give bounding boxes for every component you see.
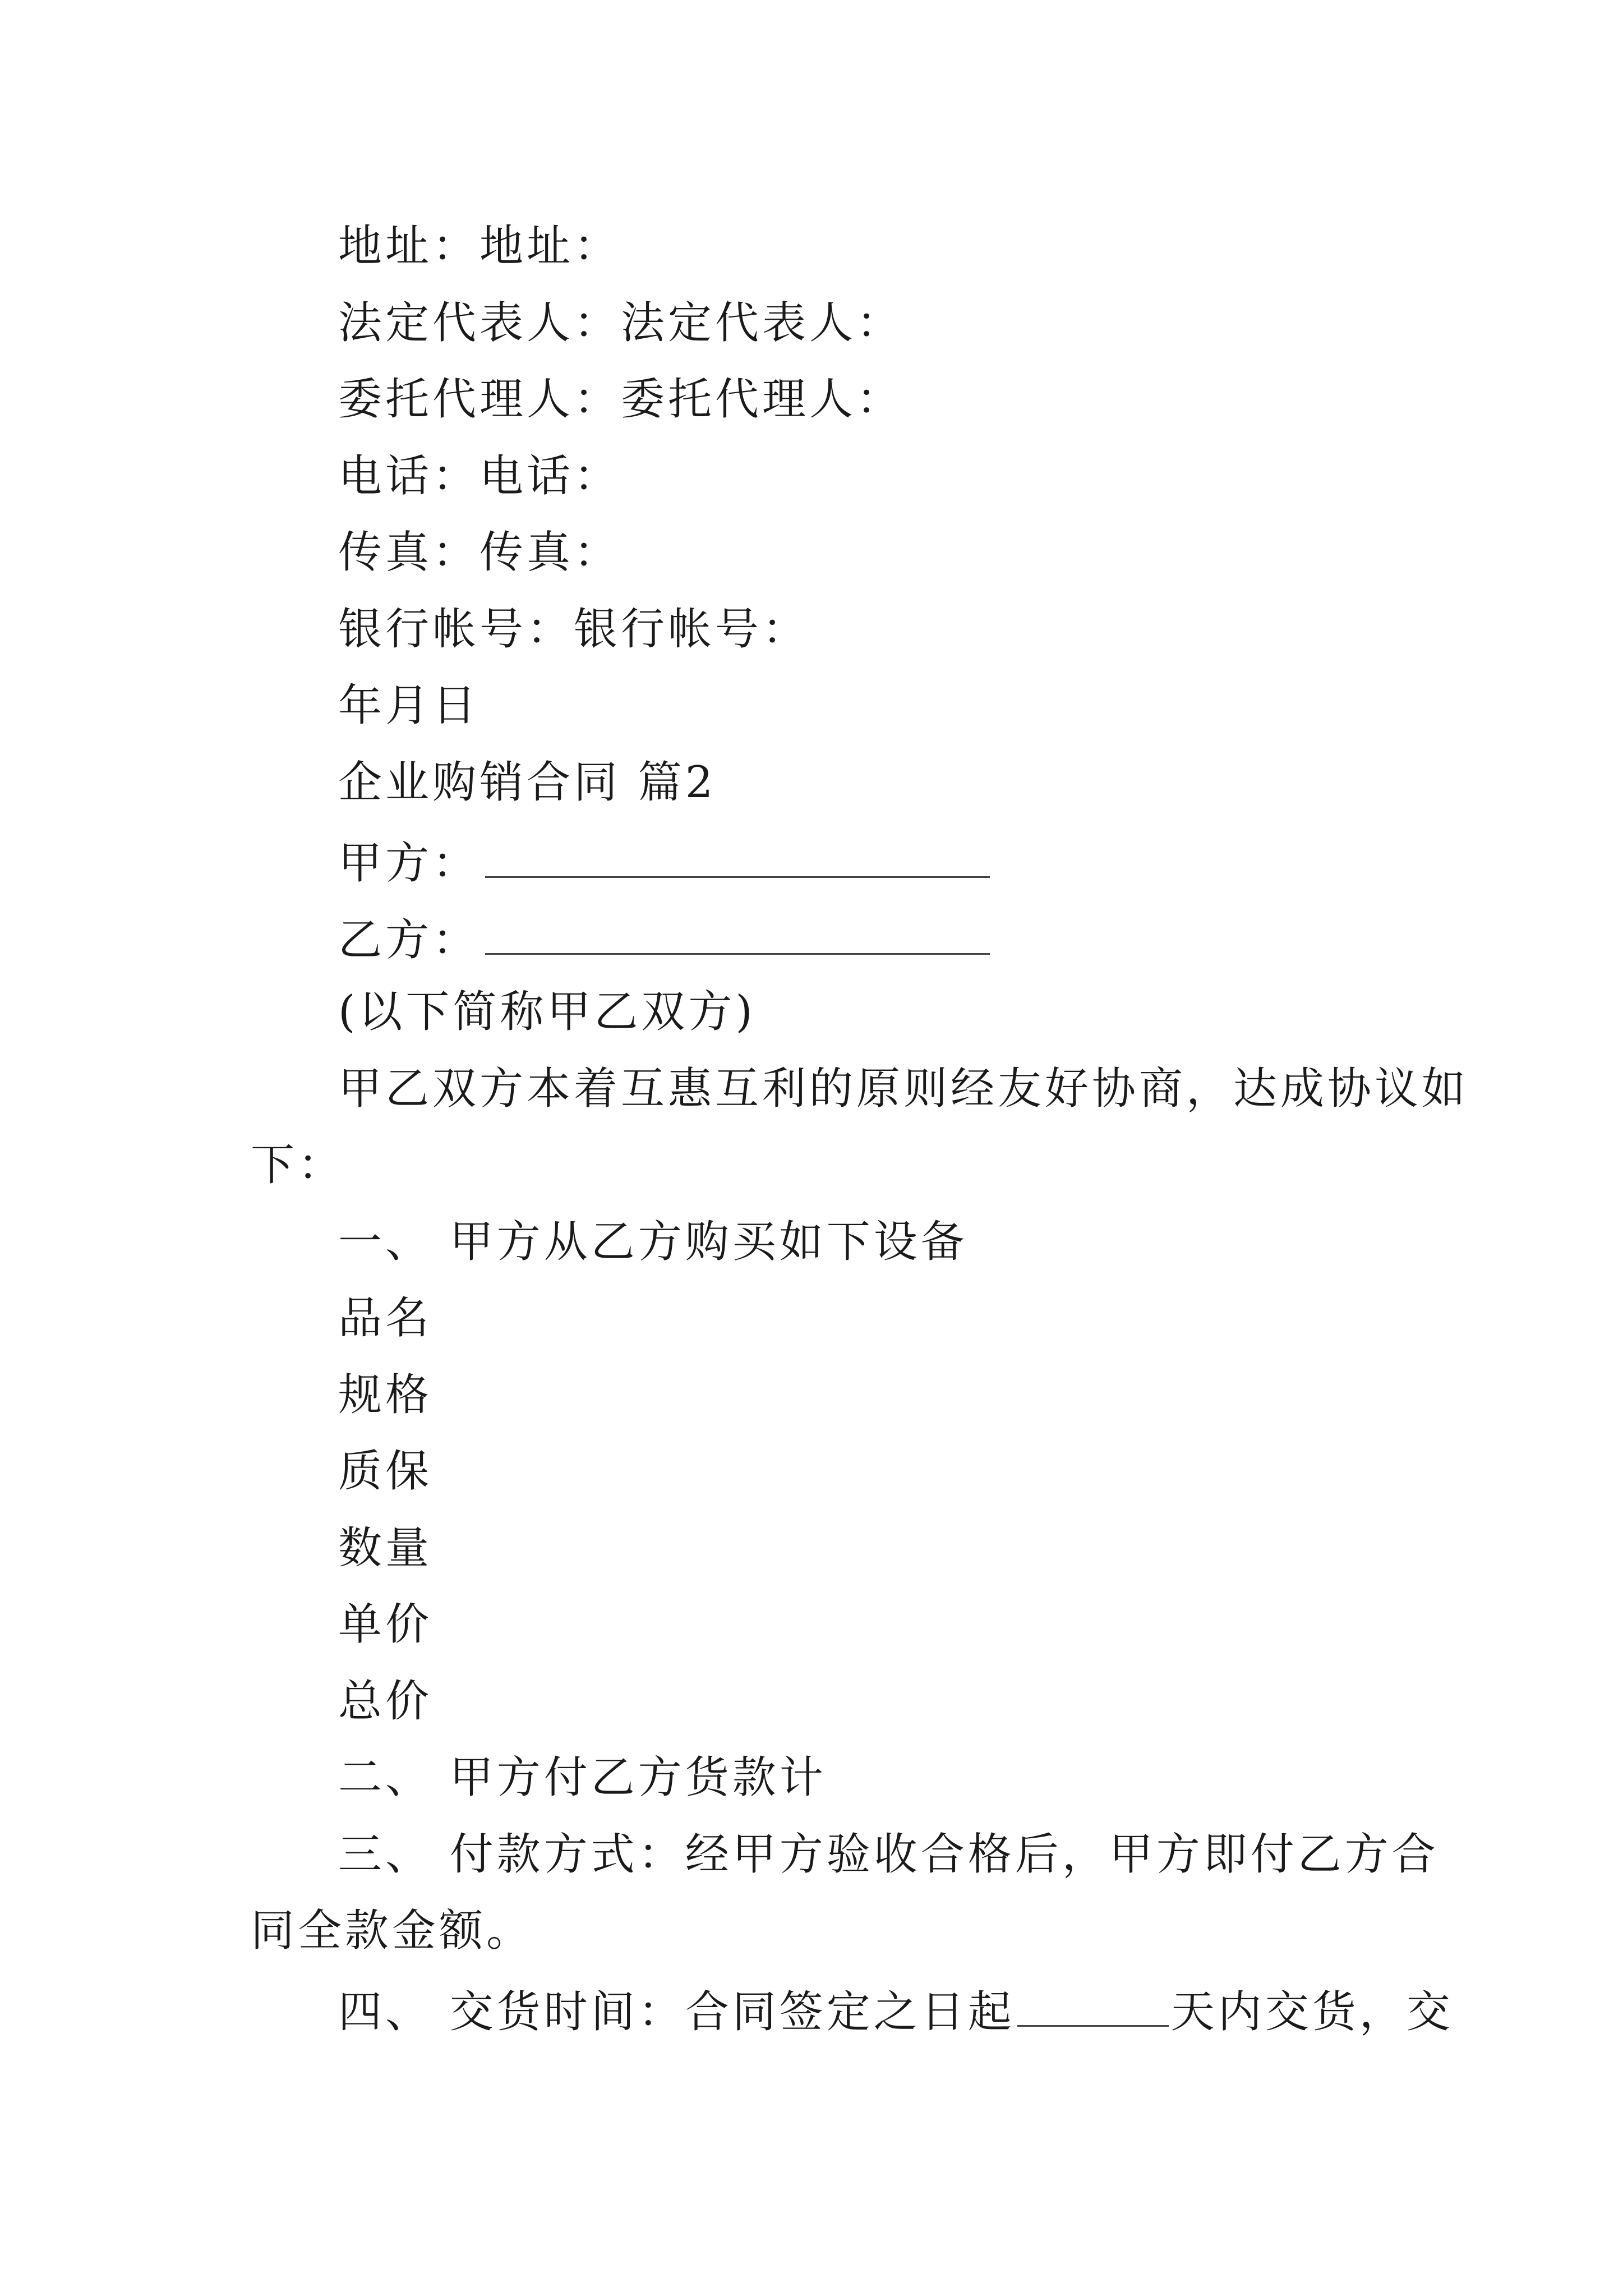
- clause-three-line2: 同全款金额。: [251, 1906, 534, 1956]
- clause-two: 二、 甲方付乙方货款计: [338, 1752, 827, 1803]
- date-line: 年月日: [338, 680, 480, 731]
- item-total-price: 总价: [338, 1676, 433, 1727]
- agent-line: 委托代理人：委托代理人：: [338, 374, 904, 425]
- party-a-line: [338, 837, 990, 889]
- clause-three-line1: 三、 付款方式：经甲方验收合格后，甲方即付乙方合: [338, 1829, 1439, 1880]
- phone-line: 电话：电话：: [338, 451, 621, 501]
- party-b-blank: [485, 914, 990, 955]
- legal-rep-line: 法定代表人：法定代表人：: [338, 298, 904, 348]
- fax-line: 传真：传真：: [338, 527, 621, 578]
- item-name: 品名: [338, 1293, 433, 1343]
- item-unit-price: 单价: [338, 1599, 433, 1650]
- clause-four-line1: [338, 1986, 1454, 2038]
- abbrev-note: (以下简称甲乙双方): [338, 987, 756, 1037]
- address-line: 地址：地址：: [338, 221, 621, 272]
- party-b-line: [338, 914, 990, 966]
- party-a-blank: [485, 837, 990, 878]
- party-b-label: 乙方：: [338, 915, 480, 966]
- item-warranty: 质保: [338, 1446, 433, 1497]
- clause-four-prefix: 四、 交货时间：合同签定之日起: [338, 1987, 1015, 2038]
- section-title: 企业购销合同 篇2: [338, 757, 717, 808]
- party-a-label: 甲方：: [338, 838, 480, 889]
- clause-one: 一、 甲方从乙方购买如下设备: [338, 1217, 968, 1267]
- clause-four-suffix: 天内交货，交: [1170, 1987, 1454, 2038]
- agreement-paragraph-line1: 甲乙双方本着互惠互利的原则经友好协商，达成协议如: [338, 1064, 1469, 1114]
- item-spec: 规格: [338, 1370, 433, 1420]
- bank-account-line: 银行帐号：银行帐号：: [338, 604, 810, 655]
- agreement-paragraph-line2: 下：: [251, 1140, 345, 1190]
- delivery-days-blank: [1017, 1986, 1169, 2027]
- item-quantity: 数量: [338, 1523, 433, 1573]
